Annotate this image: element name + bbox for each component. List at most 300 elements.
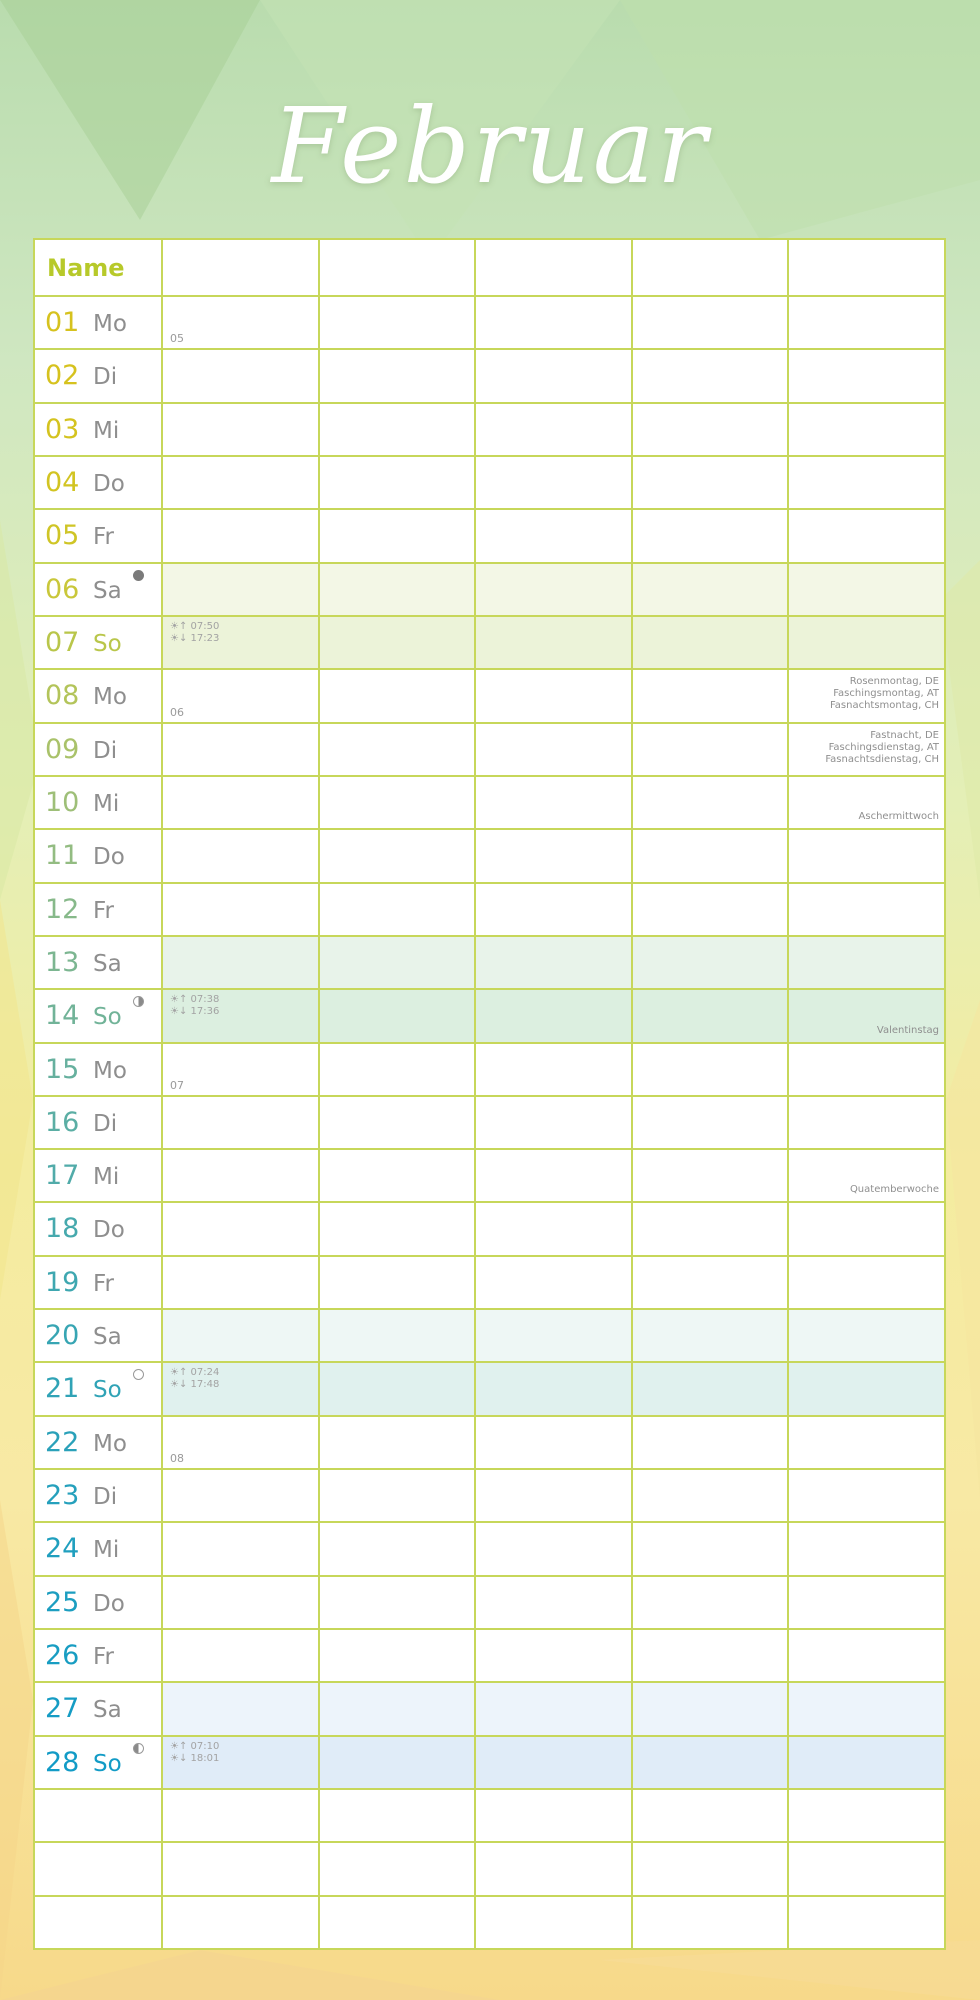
entry-cell[interactable] (788, 1896, 945, 1950)
day-cell (34, 776, 162, 829)
day-cell (34, 1576, 162, 1629)
sunset-icon: ☀↓ (170, 633, 191, 644)
table-row (34, 776, 945, 829)
weekday-name: So (93, 1004, 122, 1031)
day-cell (34, 1629, 162, 1682)
weekday-name: Sa (93, 1324, 122, 1351)
sunrise-icon: ☀↑ (170, 1367, 191, 1379)
day-cell (34, 1416, 162, 1469)
entry-cell[interactable] (788, 829, 945, 882)
calendar-week-number: 05 (170, 332, 184, 346)
entry-cell[interactable] (162, 936, 319, 989)
table-row (34, 936, 945, 989)
day-number: 20 (45, 1320, 80, 1352)
entry-cell[interactable] (475, 1522, 632, 1575)
entry-cell[interactable] (319, 296, 476, 349)
entry-cell[interactable] (319, 1362, 476, 1415)
entry-cell[interactable] (788, 1629, 945, 1682)
entry-cell[interactable] (162, 829, 319, 882)
entry-cell[interactable] (162, 1576, 319, 1629)
holiday-line: Fasnachtsmontag, CH (829, 700, 939, 712)
day-cell (34, 509, 162, 562)
calendar-week-number: 07 (170, 1078, 184, 1092)
weekday-name: So (93, 1377, 122, 1404)
weekday-name: Fr (93, 897, 115, 924)
day-number: 09 (45, 733, 80, 765)
person-column-header[interactable] (162, 239, 319, 296)
weekday-name: Do (93, 471, 125, 498)
entry-cell[interactable] (319, 1629, 476, 1682)
table-row (34, 829, 945, 882)
entry-cell[interactable] (632, 1629, 789, 1682)
moon-phase-icon (133, 1743, 144, 1754)
day-number: 25 (45, 1586, 80, 1618)
entry-cell[interactable] (319, 1416, 476, 1469)
entry-cell[interactable] (162, 1416, 319, 1469)
weekday-name: Mo (93, 684, 127, 711)
entry-cell[interactable] (632, 989, 789, 1042)
entry-cell[interactable] (319, 776, 476, 829)
entry-cell[interactable] (162, 1043, 319, 1096)
entry-cell[interactable] (162, 616, 319, 669)
entry-cell[interactable] (632, 1043, 789, 1096)
entry-cell[interactable] (319, 1682, 476, 1735)
entry-cell[interactable] (162, 883, 319, 936)
holiday-line: Fastnacht, DE (870, 729, 939, 741)
entry-cell[interactable] (632, 883, 789, 936)
entry-cell[interactable] (632, 1256, 789, 1309)
entry-cell[interactable] (632, 349, 789, 402)
day-cell (34, 1202, 162, 1255)
entry-cell[interactable] (475, 1682, 632, 1735)
holiday-note (877, 1025, 939, 1037)
table-row (34, 723, 945, 776)
entry-cell[interactable] (788, 1416, 945, 1469)
holiday-note (859, 811, 939, 823)
entry-cell[interactable] (475, 349, 632, 402)
entry-cell[interactable] (319, 1202, 476, 1255)
table-row (34, 1469, 945, 1522)
table-row (34, 1256, 945, 1309)
table-row (34, 883, 945, 936)
moon-phase-icon (133, 1369, 144, 1380)
entry-cell[interactable] (319, 1522, 476, 1575)
entry-cell[interactable] (788, 1576, 945, 1629)
entry-cell[interactable] (788, 936, 945, 989)
day-cell (34, 1682, 162, 1735)
entry-cell[interactable] (319, 883, 476, 936)
day-number: 27 (45, 1693, 80, 1725)
table-row (34, 616, 945, 669)
entry-cell[interactable] (475, 1149, 632, 1202)
sun-times (170, 621, 219, 645)
sunset-icon: ☀↓ (170, 1379, 191, 1391)
entry-cell[interactable] (475, 509, 632, 562)
entry-cell[interactable] (319, 1789, 476, 1842)
entry-cell[interactable] (632, 669, 789, 722)
weekday-name: Di (93, 737, 118, 764)
entry-cell[interactable] (788, 1362, 945, 1415)
entry-cell[interactable] (788, 1096, 945, 1149)
entry-cell[interactable] (162, 1682, 319, 1735)
calendar-week-number: 08 (170, 1452, 184, 1465)
entry-cell[interactable] (788, 509, 945, 562)
entry-cell[interactable] (632, 723, 789, 776)
entry-cell[interactable] (162, 403, 319, 456)
entry-cell[interactable] (319, 723, 476, 776)
day-cell (34, 1469, 162, 1522)
entry-cell[interactable] (788, 723, 945, 776)
weekday-name: Fr (93, 1270, 115, 1297)
sunrise-time: 07:10 (190, 1740, 220, 1752)
entry-cell[interactable] (788, 883, 945, 936)
weekday-name: So (93, 631, 122, 657)
entry-cell[interactable] (475, 1256, 632, 1309)
day-number: 10 (45, 786, 80, 818)
day-number: 05 (45, 520, 80, 552)
entry-cell[interactable] (475, 1576, 632, 1629)
entry-cell[interactable] (162, 1842, 319, 1895)
entry-cell[interactable] (319, 989, 476, 1042)
entry-cell[interactable] (475, 616, 632, 669)
entry-cell[interactable] (632, 296, 789, 349)
family-planner-grid (33, 238, 946, 1950)
holiday-line: Quatemberwoche (849, 1184, 939, 1196)
table-row (34, 1522, 945, 1575)
entry-cell[interactable] (632, 1576, 789, 1629)
entry-cell[interactable] (788, 989, 945, 1042)
day-number: 01 (45, 307, 80, 339)
entry-cell[interactable] (788, 1522, 945, 1575)
entry-cell[interactable] (319, 456, 476, 509)
table-row (34, 563, 945, 616)
sunset-time: 18:01 (190, 1752, 220, 1764)
entry-cell[interactable] (162, 1522, 319, 1575)
empty-row (34, 1789, 945, 1842)
entry-cell[interactable] (632, 509, 789, 562)
day-number: 13 (45, 946, 80, 978)
entry-cell[interactable] (632, 1309, 789, 1362)
entry-cell[interactable] (788, 1682, 945, 1735)
weekday-name: So (93, 1750, 122, 1777)
entry-cell[interactable] (162, 1309, 319, 1362)
entry-cell[interactable] (632, 1896, 789, 1950)
entry-cell[interactable] (788, 1469, 945, 1522)
entry-cell[interactable] (632, 1522, 789, 1575)
entry-cell[interactable] (319, 1842, 476, 1895)
entry-cell[interactable] (475, 989, 632, 1042)
entry-cell[interactable] (475, 1469, 632, 1522)
day-number: 23 (45, 1480, 80, 1511)
entry-cell[interactable] (475, 1842, 632, 1895)
entry-cell[interactable] (632, 1416, 789, 1469)
month-title: Februar (271, 85, 709, 207)
entry-cell[interactable] (162, 1202, 319, 1255)
sunrise-icon: ☀↑ (170, 621, 191, 632)
day-number: 18 (45, 1213, 80, 1245)
table-row (34, 403, 945, 456)
empty-row (34, 1842, 945, 1895)
weekday-name: Fr (93, 1643, 115, 1670)
entry-cell[interactable] (632, 1149, 789, 1202)
table-row (34, 1043, 945, 1096)
weekday-name: Di (93, 1484, 118, 1510)
entry-cell[interactable] (319, 1576, 476, 1629)
weekday-name: Mo (93, 311, 127, 338)
day-cell (34, 456, 162, 509)
day-number: 15 (45, 1053, 80, 1085)
table-row (34, 1736, 945, 1789)
entry-cell[interactable] (475, 1043, 632, 1096)
entry-cell[interactable] (162, 1789, 319, 1842)
day-number: 04 (45, 467, 80, 499)
entry-cell[interactable] (319, 403, 476, 456)
entry-cell[interactable] (475, 1416, 632, 1469)
table-row (34, 1309, 945, 1362)
entry-cell[interactable] (632, 1202, 789, 1255)
holiday-note (850, 1184, 939, 1196)
table-row (34, 349, 945, 402)
day-cell (34, 1096, 162, 1149)
day-cell (34, 1362, 162, 1415)
entry-cell[interactable] (788, 1842, 945, 1895)
entry-cell[interactable] (162, 296, 319, 349)
holiday-note (830, 676, 939, 712)
entry-cell[interactable] (632, 616, 789, 669)
entry-cell[interactable] (632, 1682, 789, 1735)
entry-cell[interactable] (475, 1362, 632, 1415)
entry-cell[interactable] (788, 456, 945, 509)
sun-times (170, 1367, 219, 1391)
entry-cell[interactable] (319, 563, 476, 616)
moon-phase-icon (133, 570, 144, 581)
sunrise-time: 07:38 (190, 994, 220, 1006)
entry-cell[interactable] (162, 1096, 319, 1149)
entry-cell[interactable] (788, 1256, 945, 1309)
entry-cell[interactable] (319, 349, 476, 402)
entry-cell[interactable] (475, 1736, 632, 1789)
entry-cell[interactable] (788, 1309, 945, 1362)
weekday-name: Mi (93, 417, 120, 444)
day-cell (34, 403, 162, 456)
entry-cell[interactable] (162, 456, 319, 509)
day-cell (34, 1043, 162, 1096)
entry-cell[interactable] (475, 1789, 632, 1842)
day-cell (34, 829, 162, 882)
entry-cell[interactable] (632, 1736, 789, 1789)
empty-row (34, 1896, 945, 1950)
entry-cell[interactable] (475, 456, 632, 509)
entry-cell[interactable] (788, 1736, 945, 1789)
entry-cell[interactable] (475, 883, 632, 936)
sunset-time: 17:48 (190, 1379, 220, 1391)
entry-cell[interactable] (475, 1896, 632, 1950)
entry-cell[interactable] (319, 669, 476, 722)
table-row (34, 1202, 945, 1255)
entry-cell[interactable] (319, 1043, 476, 1096)
entry-cell[interactable] (788, 563, 945, 616)
entry-cell[interactable] (162, 563, 319, 616)
entry-cell[interactable] (632, 456, 789, 509)
entry-cell[interactable] (319, 936, 476, 989)
entry-cell[interactable] (475, 1096, 632, 1149)
weekday-name: Mi (93, 1164, 120, 1191)
entry-cell[interactable] (632, 563, 789, 616)
holiday-line: Rosenmontag, DE (849, 676, 939, 688)
entry-cell[interactable] (788, 1202, 945, 1255)
weekday-name: Do (93, 1217, 125, 1244)
entry-cell[interactable] (788, 403, 945, 456)
entry-cell[interactable] (475, 1202, 632, 1255)
entry-cell[interactable] (319, 1096, 476, 1149)
entry-cell[interactable] (788, 296, 945, 349)
sunset-time: 17:36 (190, 1006, 220, 1018)
entry-cell[interactable] (162, 1896, 319, 1950)
empty-day-cell (34, 1789, 162, 1842)
day-number: 02 (45, 360, 80, 392)
day-cell (34, 936, 162, 989)
day-number: 14 (45, 1000, 80, 1032)
weekday-name: Sa (93, 577, 122, 604)
moon-phase-icon (133, 996, 144, 1007)
day-cell (34, 296, 162, 349)
day-number: 19 (45, 1266, 80, 1298)
day-number: 12 (45, 893, 80, 925)
weekday-name: Mo (93, 1057, 127, 1084)
entry-cell[interactable] (632, 776, 789, 829)
day-number: 11 (45, 840, 80, 872)
holiday-line: Faschingsdienstag, AT (828, 741, 939, 753)
day-number: 21 (45, 1373, 80, 1405)
table-row (34, 1096, 945, 1149)
entry-cell[interactable] (162, 509, 319, 562)
table-row (34, 1149, 945, 1202)
entry-cell[interactable] (475, 296, 632, 349)
entry-cell[interactable] (162, 349, 319, 402)
weekday-name: Do (93, 844, 125, 871)
entry-cell[interactable] (162, 723, 319, 776)
entry-cell[interactable] (475, 776, 632, 829)
day-number: 22 (45, 1426, 80, 1458)
weekday-name: Sa (93, 950, 122, 977)
entry-cell[interactable] (475, 563, 632, 616)
entry-cell[interactable] (319, 1309, 476, 1362)
entry-cell[interactable] (475, 1309, 632, 1362)
sunset-icon: ☀↓ (170, 1752, 191, 1764)
entry-cell[interactable] (475, 936, 632, 989)
calendar-week-number: 06 (170, 705, 184, 719)
holiday-line: Valentinstag (876, 1024, 939, 1036)
entry-cell[interactable] (319, 1149, 476, 1202)
weekday-name: Di (93, 364, 118, 391)
entry-cell[interactable] (162, 1629, 319, 1682)
holiday-line: Aschermittwoch (858, 811, 939, 823)
entry-cell[interactable] (319, 1256, 476, 1309)
sun-times (170, 1741, 219, 1765)
entry-cell[interactable] (632, 1842, 789, 1895)
day-cell (34, 1309, 162, 1362)
day-number: 17 (45, 1160, 80, 1192)
entry-cell[interactable] (162, 669, 319, 722)
holiday-line: Faschingsmontag, AT (833, 688, 939, 700)
entry-cell[interactable] (788, 1149, 945, 1202)
day-cell (34, 669, 162, 722)
person-column-header[interactable] (475, 239, 632, 296)
entry-cell[interactable] (162, 989, 319, 1042)
person-column-header[interactable] (788, 239, 945, 296)
day-cell (34, 1522, 162, 1575)
entry-cell[interactable] (162, 1149, 319, 1202)
day-cell (34, 1149, 162, 1202)
entry-cell[interactable] (632, 403, 789, 456)
sunrise-icon: ☀↑ (170, 994, 191, 1006)
entry-cell[interactable] (475, 723, 632, 776)
entry-cell[interactable] (632, 1096, 789, 1149)
weekday-name: Di (93, 1110, 118, 1137)
entry-cell[interactable] (632, 829, 789, 882)
day-cell (34, 1736, 162, 1789)
entry-cell[interactable] (319, 1469, 476, 1522)
entry-cell[interactable] (475, 1629, 632, 1682)
entry-cell[interactable] (632, 1362, 789, 1415)
entry-cell[interactable] (788, 776, 945, 829)
header-row (34, 239, 945, 296)
table-row (34, 669, 945, 722)
entry-cell[interactable] (475, 829, 632, 882)
name-header-label: Name (34, 239, 162, 296)
sun-times (170, 994, 219, 1018)
entry-cell[interactable] (788, 616, 945, 669)
entry-cell[interactable] (788, 1043, 945, 1096)
day-cell (34, 723, 162, 776)
weekday-name: Fr (93, 524, 115, 551)
entry-cell[interactable] (475, 403, 632, 456)
entry-cell[interactable] (632, 1469, 789, 1522)
entry-cell[interactable] (788, 349, 945, 402)
day-cell (34, 989, 162, 1042)
entry-cell[interactable] (319, 616, 476, 669)
person-column-header[interactable] (632, 239, 789, 296)
person-column-header[interactable] (319, 239, 476, 296)
sunrise-time: 07:50 (190, 621, 220, 632)
entry-cell[interactable] (319, 829, 476, 882)
entry-cell[interactable] (162, 1469, 319, 1522)
entry-cell[interactable] (319, 509, 476, 562)
table-row (34, 1576, 945, 1629)
entry-cell[interactable] (788, 1789, 945, 1842)
day-number: 16 (45, 1106, 80, 1138)
day-cell (34, 563, 162, 616)
holiday-line: Fasnachtsdienstag, CH (825, 753, 939, 765)
entry-cell[interactable] (162, 1736, 319, 1789)
table-row (34, 1362, 945, 1415)
sunrise-icon: ☀↑ (170, 1740, 191, 1752)
entry-cell[interactable] (632, 936, 789, 989)
entry-cell[interactable] (788, 669, 945, 722)
entry-cell[interactable] (319, 1896, 476, 1950)
entry-cell[interactable] (162, 1256, 319, 1309)
weekday-name: Do (93, 1590, 125, 1617)
entry-cell[interactable] (162, 776, 319, 829)
table-row (34, 456, 945, 509)
entry-cell[interactable] (319, 1736, 476, 1789)
day-number: 26 (45, 1639, 80, 1671)
entry-cell[interactable] (475, 669, 632, 722)
sunset-icon: ☀↓ (170, 1006, 191, 1018)
entry-cell[interactable] (162, 1362, 319, 1415)
entry-cell[interactable] (632, 1789, 789, 1842)
table-row (34, 1682, 945, 1735)
